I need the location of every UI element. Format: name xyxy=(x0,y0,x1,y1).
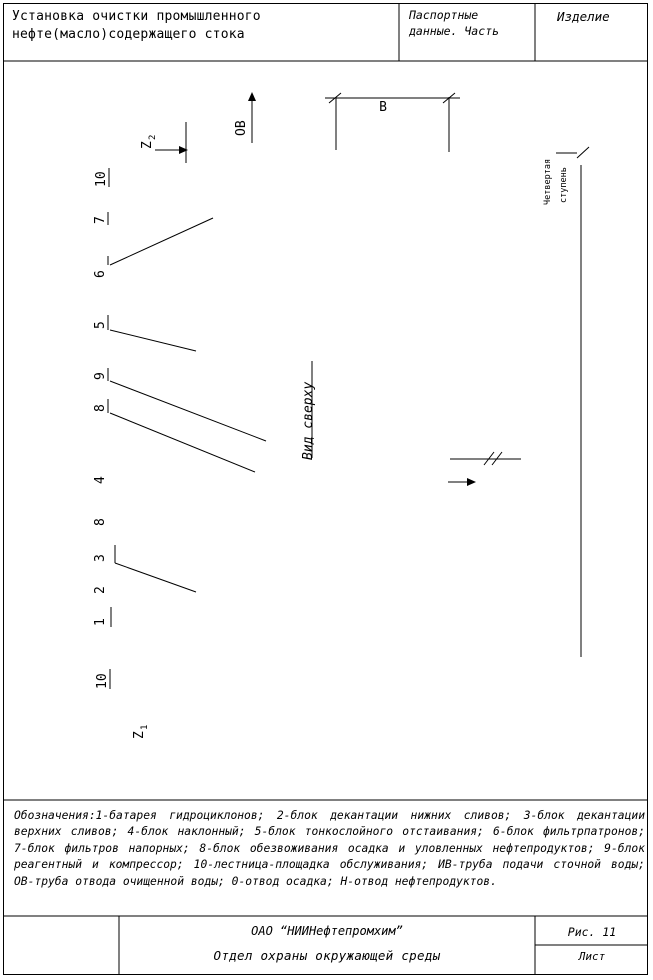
organization-name: ОАО “НИИНефтепромхим” xyxy=(251,924,403,938)
z2-label xyxy=(140,135,158,149)
marker-2: 2 xyxy=(93,586,108,594)
z2-label-base: Z xyxy=(140,141,155,149)
marker-3: 3 xyxy=(93,554,108,562)
marker-10-bottom: 10 xyxy=(95,673,110,689)
legend-text: Обозначения:1-батарея гидроциклонов; 2-блок декантации нижних сливов; 3-блок декантации верхних сливов; 4-блок наклонный; 5-блок тонкослойного отстаивания; 6-блок фильтрпатронов; 7-блок фильтров напорных; 8-блок обезвоживания осадка и уловленных нефтепродуктов; 9-блок реагентный и компрессор; 10-лестница-площадка обслуживания; ИВ-труба подачи сточной воды; ОВ-труба отвода очищенной воды; 0-отвод осадка; Н-отвод нефтепродуктов. xyxy=(14,809,645,888)
leader-8 xyxy=(110,413,255,472)
marker-6: 6 xyxy=(93,270,108,278)
marker-5: 5 xyxy=(93,321,108,329)
department-name: Отдел охраны окружающей среды xyxy=(213,948,441,963)
leader-5 xyxy=(110,330,196,351)
leader-3 xyxy=(115,563,196,592)
marker-4: 4 xyxy=(93,476,108,484)
stair-label-line2: ступень xyxy=(559,167,569,203)
sheet-label: Лист xyxy=(578,950,606,963)
inlet-arrowhead xyxy=(467,478,476,486)
document-title-line1: Установка очистки промышленного xyxy=(12,9,261,24)
figure-number: Рис. 11 xyxy=(567,925,617,939)
product-cell: Изделие xyxy=(557,9,610,24)
leader-9 xyxy=(110,381,266,441)
marker-9: 9 xyxy=(93,372,108,380)
passport-data-cell xyxy=(409,7,499,39)
z2-label-sub: 2 xyxy=(148,134,158,140)
z1-label xyxy=(132,725,150,739)
view-label: Вид сверху xyxy=(301,381,316,460)
ob-label: OB xyxy=(234,120,249,136)
stair-tick xyxy=(577,147,589,158)
marker-8-bottom: 8 xyxy=(93,518,108,526)
stair-label-line1: Четвертая xyxy=(543,158,553,205)
passport-line1: Паспортные xyxy=(409,8,479,22)
z1-label-base: Z xyxy=(132,731,147,739)
marker-7: 7 xyxy=(93,216,108,224)
marker-1: 1 xyxy=(93,618,108,626)
passport-line2: данные. Часть xyxy=(409,24,500,38)
ob-arrowhead xyxy=(248,92,256,101)
document-title-line2: нефте(масло)содержащего стока xyxy=(12,27,245,42)
document-title xyxy=(12,8,261,44)
z2-arrowhead xyxy=(179,146,188,154)
leader-6 xyxy=(110,218,213,265)
z1-label-sub: 1 xyxy=(140,724,150,730)
b-dimension-label: B xyxy=(379,100,387,115)
marker-10-top: 10 xyxy=(94,171,109,187)
marker-8-top: 8 xyxy=(93,404,108,412)
